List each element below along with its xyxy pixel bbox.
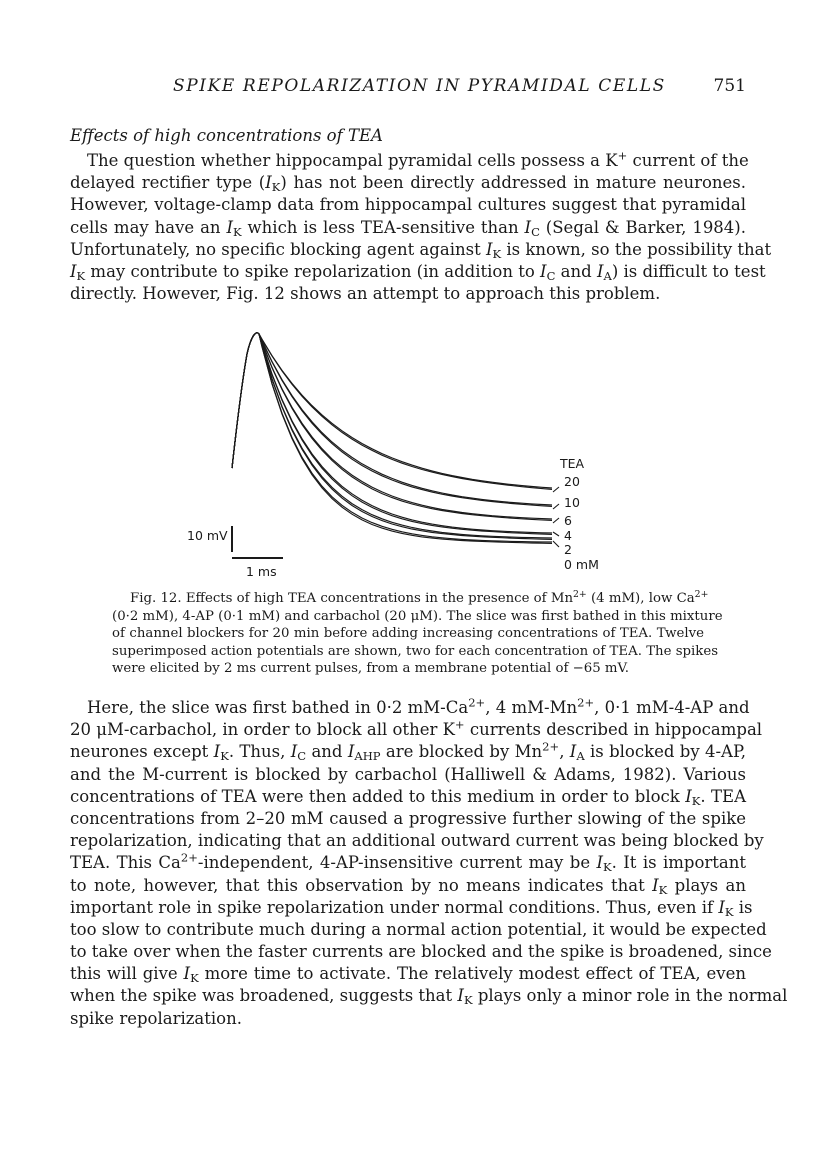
action-potential-trace bbox=[232, 333, 552, 488]
paragraph-discussion-line: to take over when the faster currents are blocked and the spike is broadened, since bbox=[70, 942, 772, 962]
paragraph-discussion-line: and the M-current is blocked by carbachol (Halliwell & Adams, 1982). Various bbox=[70, 764, 746, 784]
action-potential-trace bbox=[232, 333, 552, 519]
paragraph-intro-line: Unfortunately, no specific blocking agent against $I_K$ is known, so the possibility that bbox=[70, 239, 772, 261]
paragraph-discussion-line: concentrations of TEA were then added to this medium in order to block $I_K$. TEA bbox=[70, 786, 746, 808]
section-heading: Effects of high concentrations of TEA bbox=[70, 126, 383, 145]
paragraph-intro bbox=[70, 148, 772, 305]
figure-caption bbox=[112, 588, 723, 678]
tea-2-label: 2 bbox=[564, 542, 572, 557]
paragraph-discussion-line: neurones except $I_K$. Thus, $I_C$ and $I_{AHP}$ are blocked by $Mn^{2+}$, $I_A$ is blocked by 4-AP, bbox=[70, 740, 746, 764]
action-potential-trace bbox=[232, 333, 552, 521]
paragraph-discussion-line: this will give $I_K$ more time to activate. The relatively modest effect of TEA, even bbox=[70, 964, 746, 986]
paragraph-discussion-line: TEA. This $Ca^{2+}$-independent, 4-AP-insensitive current may be $I_K$. It is important bbox=[70, 850, 747, 875]
paragraph-intro-line: cells may have an $I_K$ which is less TEA-sensitive than $I_C$ (Segal & Barker, 1984). bbox=[70, 217, 746, 239]
tea-0-label: 0 mM bbox=[564, 557, 599, 572]
action-potential-trace bbox=[232, 333, 552, 544]
paragraph-discussion-line: to note, however, that this observation by no means indicates that $I_K$ plays an bbox=[70, 875, 746, 897]
tea-label: TEA bbox=[560, 456, 585, 471]
tea-10-label: 10 bbox=[564, 495, 580, 510]
action-potential-trace bbox=[232, 333, 552, 507]
page-header bbox=[70, 76, 746, 100]
time-scale-label: 1 ms bbox=[246, 564, 277, 579]
caption-line: were elicited by 2 ms current pulses, from a membrane potential of −65 mV. bbox=[112, 661, 630, 677]
tea-6-label: 6 bbox=[564, 513, 572, 528]
paragraph-intro-line: delayed rectifier type $(I_K)$ has not been directly addressed in mature neurones. bbox=[70, 173, 746, 195]
caption-line: superimposed action potentials are shown, two for each concentration of TEA. The spikes bbox=[112, 643, 719, 659]
action-potential-trace bbox=[232, 333, 552, 538]
caption-line: (0·2 mM), 4-AP (0·1 mM) and carbachol (20 μM). The slice was first bathed in this mixture bbox=[112, 608, 723, 624]
paragraph-discussion bbox=[70, 695, 788, 1030]
page-number: 751 bbox=[713, 76, 746, 96]
paragraph-intro-line: However, voltage-clamp data from hippocampal cultures suggest that pyramidal bbox=[70, 195, 746, 215]
paragraph-discussion-line: when the spike was broadened, suggests that $I_K$ plays only a minor role in the normal bbox=[70, 986, 788, 1008]
caption-line: of channel blockers for 20 min before adding increasing concentrations of TEA. Twelve bbox=[112, 626, 704, 642]
voltage-scale-label: 10 mV bbox=[187, 528, 228, 543]
paragraph-discussion-line: Here, the slice was first bathed in 0·2 $mM-Ca^{2+}$, 4 $mM-Mn^{2+}$, 0·1 mM-4-AP and bbox=[87, 695, 750, 717]
caption-line: Fig. 12. Effects of high TEA concentrations in the presence of $Mn^{2+}$ (4 mM), low $Ca^{2+}$ bbox=[130, 588, 709, 606]
paragraph-discussion-line: spike repolarization. bbox=[70, 1008, 242, 1028]
tea-20-label: 20 bbox=[564, 474, 580, 489]
paragraph-discussion-line: concentrations from 2–20 mM caused a progressive further slowing of the spike bbox=[70, 808, 746, 828]
paragraph-discussion-line: too slow to contribute much during a normal action potential, it would be expected bbox=[70, 919, 767, 939]
paragraph-discussion-line: important role in spike repolarization under normal conditions. Thus, even if $I_K$ is bbox=[70, 897, 753, 919]
paragraph-intro-line: The question whether hippocampal pyramidal cells possess a K+ current of the bbox=[87, 148, 749, 170]
paragraph-intro-line: $I_K$ may contribute to spike repolarization (in addition to $I_C$ and $I_A$) is difficult to test bbox=[70, 261, 766, 283]
label-leader-lines bbox=[553, 487, 559, 547]
action-potential-trace bbox=[232, 333, 552, 505]
action-potential-trace bbox=[232, 333, 552, 542]
paragraph-intro-line: directly. However, Fig. 12 shows an attempt to approach this problem. bbox=[70, 284, 661, 304]
paragraph-discussion-line: repolarization, indicating that an additional outward current was being blocked by bbox=[70, 831, 764, 851]
tea-4-label: 4 bbox=[564, 528, 572, 543]
figure-12 bbox=[150, 312, 650, 582]
paragraph-discussion-line: 20 μM-carbachol, in order to block all other K+ currents described in hippocampal bbox=[70, 717, 763, 740]
running-title: SPIKE REPOLARIZATION IN PYRAMIDAL CELLS bbox=[173, 76, 666, 96]
action-potential-trace bbox=[232, 333, 552, 540]
action-potential-trace bbox=[232, 333, 552, 535]
action-potential-trace bbox=[232, 333, 552, 490]
